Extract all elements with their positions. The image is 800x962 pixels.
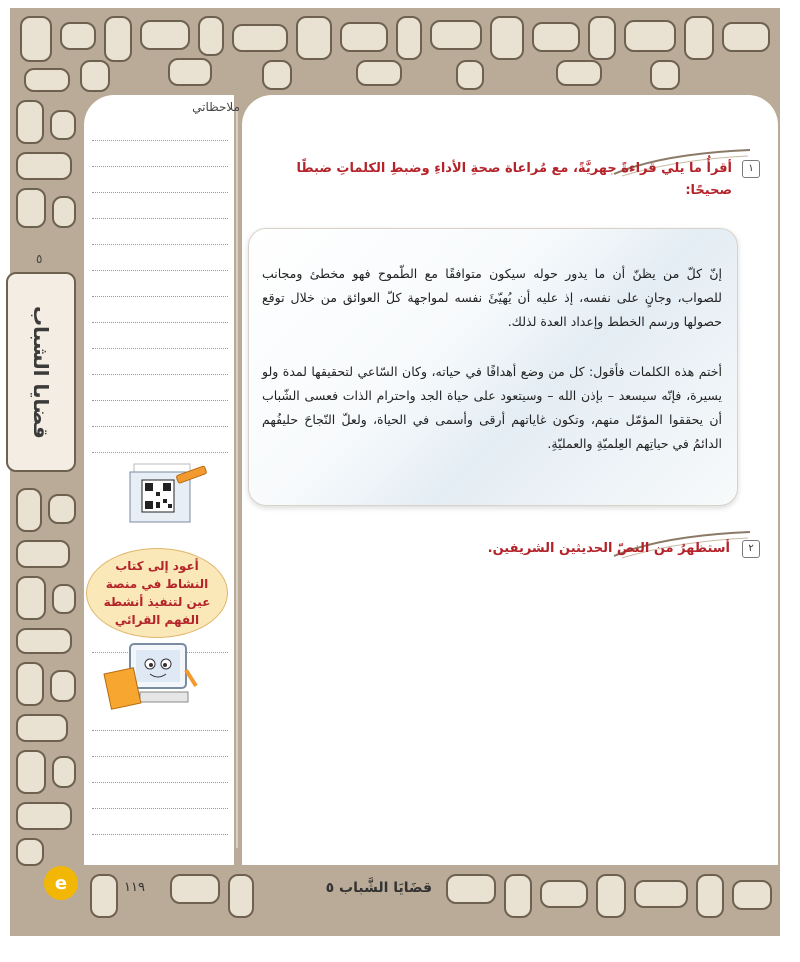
frame-brick bbox=[16, 100, 44, 144]
note-line[interactable] bbox=[92, 452, 228, 453]
note-line[interactable] bbox=[92, 218, 228, 219]
footer-unit-title: قضَايَا الشَّباب ٥ bbox=[325, 880, 432, 896]
frame-brick bbox=[504, 874, 532, 918]
frame-brick bbox=[556, 60, 602, 86]
frame-brick bbox=[262, 60, 292, 90]
note-line[interactable] bbox=[92, 322, 228, 323]
frame-brick bbox=[52, 196, 76, 228]
frame-brick bbox=[356, 60, 402, 86]
note-line[interactable] bbox=[92, 808, 228, 809]
note-line[interactable] bbox=[92, 166, 228, 167]
question-text: أقرأُ ما يلي قراءةً جهريَّةً، مع مُراعاة صحةِ الأداءِ وضبطِ الكلماتِ ضبطًا صحيحًا: bbox=[296, 161, 732, 198]
note-line[interactable] bbox=[92, 140, 228, 141]
frame-brick bbox=[16, 488, 42, 532]
qr-code-icon[interactable] bbox=[126, 462, 210, 528]
note-line[interactable] bbox=[92, 296, 228, 297]
frame-brick bbox=[490, 16, 524, 60]
frame-brick bbox=[232, 24, 288, 52]
computer-mascot-icon bbox=[100, 640, 200, 716]
frame-brick bbox=[228, 874, 254, 918]
frame-brick bbox=[16, 188, 46, 228]
frame-brick bbox=[52, 584, 76, 614]
frame-brick bbox=[16, 576, 46, 620]
frame-brick bbox=[16, 628, 72, 654]
passage-paragraph: أختم هذه الكلمات فأقول: كل من وضع أهدافًا في حياته، وكان السّاعي لتحقيقها لمدة ولو يسيرة، فإنّه سيسعد – بإذن الله – وسيتعود على حياة الجد واحترام الذات فعسى الشّباب أن يحققوا المؤمّل منهم، وتكون غاياتهم أرقى وأسمى في الحياة، ولعلّ النّجاحَ حليفُهم الدائمُ في حياتِهم العِلميّةِ والعمليّةِ. bbox=[262, 364, 722, 451]
passage-paragraph: إنّ كلّ من يظنّ أن ما يدور حوله سيكون متوافقًا مع الطّموح فهو مخطئ ومجانب للصواب، وجانٍ على نفسه، إذ عليه أن يُهيّئَ نفسه لمواجهة كلّ العوائق من خلال توقع حصولها ورسم الخطط وإعداد العدة لذلك. bbox=[262, 266, 722, 329]
frame-brick bbox=[456, 60, 484, 90]
frame-brick bbox=[588, 16, 616, 60]
frame-brick bbox=[104, 16, 132, 62]
note-line[interactable] bbox=[92, 400, 228, 401]
question-text: أستظهرُ من النصّ الحديثين الشريفين. bbox=[487, 541, 730, 556]
note-line[interactable] bbox=[92, 374, 228, 375]
frame-brick bbox=[624, 20, 676, 52]
frame-brick bbox=[16, 802, 72, 830]
note-line[interactable] bbox=[92, 782, 228, 783]
frame-brick bbox=[60, 22, 96, 50]
frame-brick bbox=[634, 880, 688, 908]
frame-brick bbox=[16, 540, 70, 568]
note-line[interactable] bbox=[92, 192, 228, 193]
frame-brick bbox=[50, 670, 76, 702]
frame-brick bbox=[24, 68, 70, 92]
frame-brick bbox=[52, 756, 76, 788]
activity-bubble-text: أعود إلى كتاب النشاط في منصة عين لتنفيذ أنشطة الفهم القرائي bbox=[103, 559, 211, 627]
frame-brick bbox=[540, 880, 588, 908]
note-line[interactable] bbox=[92, 756, 228, 757]
frame-brick bbox=[198, 16, 224, 56]
frame-brick bbox=[48, 494, 76, 524]
frame-brick bbox=[296, 16, 332, 60]
frame-brick bbox=[696, 874, 724, 918]
frame-brick bbox=[532, 22, 580, 52]
question-number: ١ bbox=[742, 160, 760, 178]
frame-brick bbox=[722, 22, 770, 52]
frame-brick bbox=[20, 16, 52, 62]
frame-brick bbox=[170, 874, 220, 904]
frame-brick bbox=[16, 152, 72, 180]
column-divider bbox=[236, 108, 238, 848]
frame-brick bbox=[446, 874, 496, 904]
note-line[interactable] bbox=[92, 834, 228, 835]
frame-brick bbox=[596, 874, 626, 918]
note-line[interactable] bbox=[92, 244, 228, 245]
frame-brick bbox=[16, 714, 68, 742]
frame-brick bbox=[430, 20, 482, 50]
frame-brick bbox=[140, 20, 190, 50]
unit-side-title: قضايا الشباب bbox=[29, 305, 53, 439]
activity-bubble[interactable] bbox=[86, 548, 228, 638]
frame-brick bbox=[90, 874, 118, 918]
page-number: ١١٩ bbox=[124, 880, 145, 895]
logo-icon: e bbox=[44, 866, 78, 900]
frame-brick bbox=[650, 60, 680, 90]
notes-title: ملاحظاتي bbox=[192, 100, 240, 114]
frame-brick bbox=[340, 22, 388, 52]
frame-brick bbox=[50, 110, 76, 140]
unit-side-number: ٥ bbox=[36, 252, 43, 266]
frame-brick bbox=[16, 838, 44, 866]
frame-brick bbox=[684, 16, 714, 60]
note-line[interactable] bbox=[92, 730, 228, 731]
question-number: ٢ bbox=[742, 540, 760, 558]
note-line[interactable] bbox=[92, 426, 228, 427]
note-line[interactable] bbox=[92, 348, 228, 349]
frame-brick bbox=[168, 58, 212, 86]
frame-brick bbox=[16, 750, 46, 794]
frame-brick bbox=[80, 60, 110, 92]
frame-brick bbox=[396, 16, 422, 60]
note-line[interactable] bbox=[92, 270, 228, 271]
frame-brick bbox=[16, 662, 44, 706]
frame-brick bbox=[732, 880, 772, 910]
